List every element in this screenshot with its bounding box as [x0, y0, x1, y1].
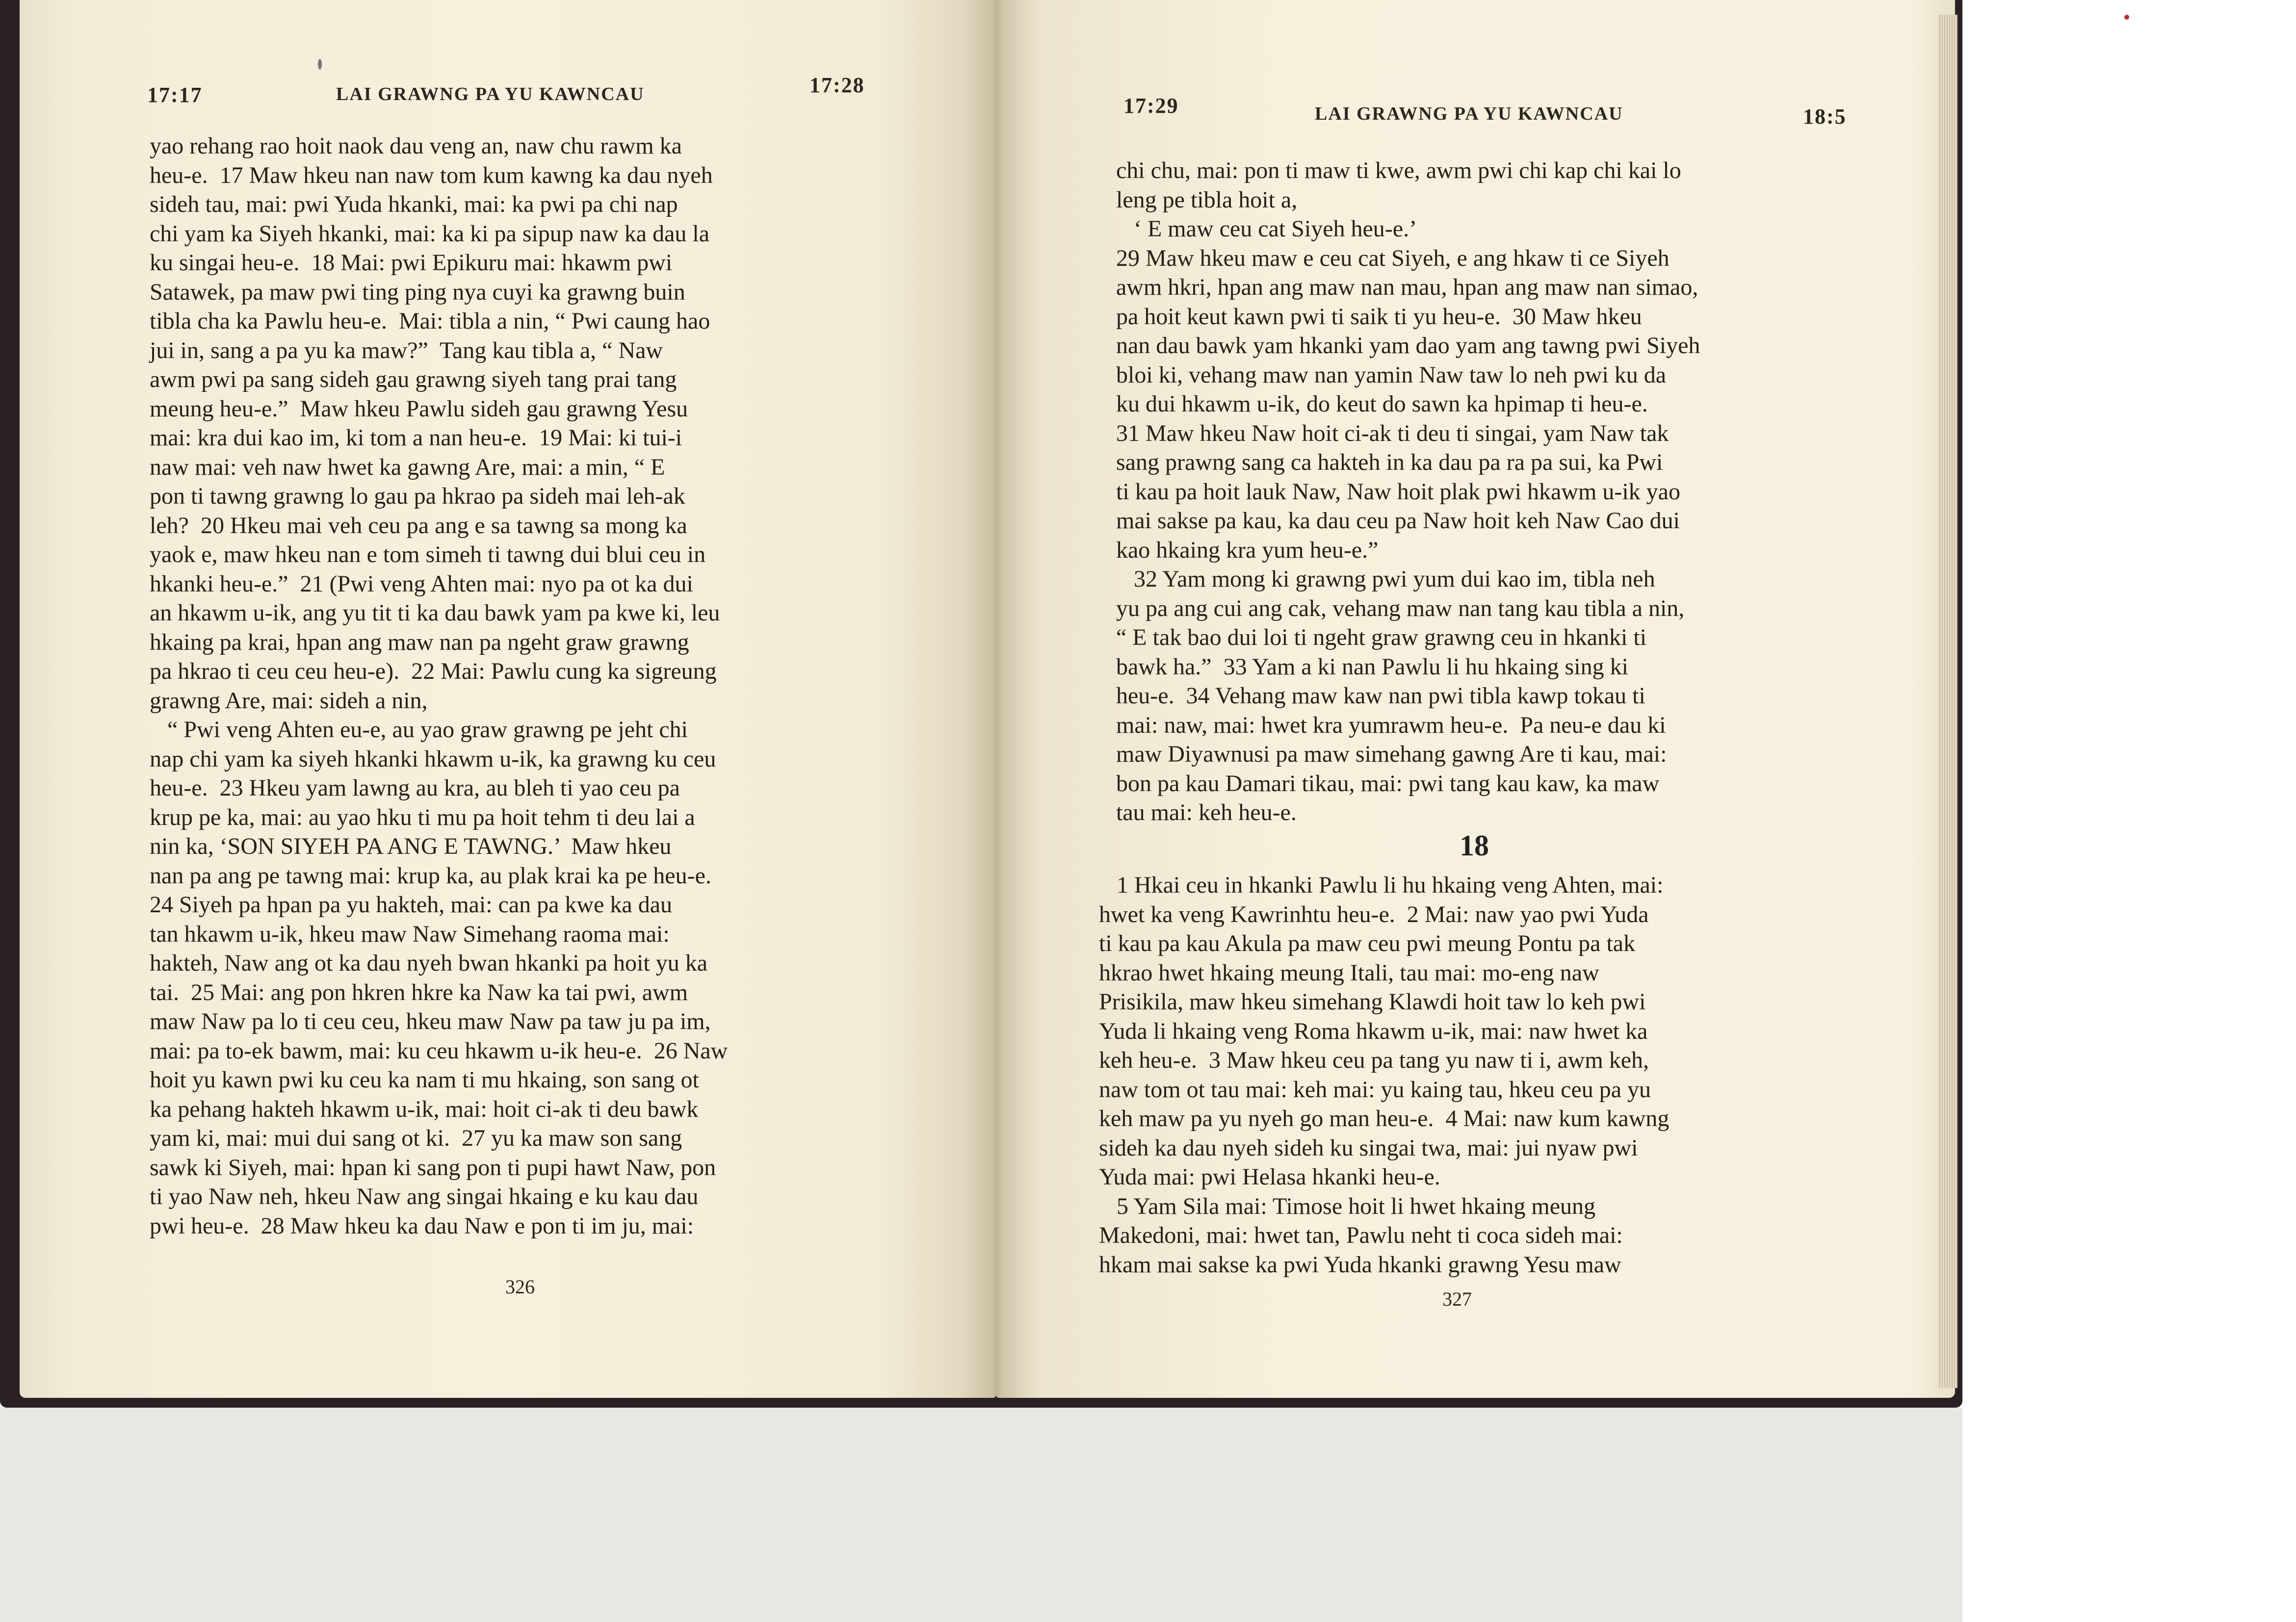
right-header-verse-start: 17:29	[1123, 94, 1179, 118]
text-line: tau mai: keh heu-e.	[1116, 799, 1297, 825]
text-line: tai. 25 Mai: ang pon hkren hkre ka Naw ka tai pwi, awm	[150, 979, 688, 1005]
text-line: mai: pa to-ek bawm, mai: ku ceu hkawm u-ik heu-e. 26 Naw	[150, 1037, 728, 1064]
text-line: ka pehang hakteh hkawm u-ik, mai: hoit ci-ak ti deu bawk	[150, 1096, 699, 1122]
text-line: mai: naw, mai: hwet kra yumrawm heu-e. Pa neu-e dau ki	[1116, 712, 1666, 738]
text-line: sideh ka dau nyeh sideh ku singai twa, mai: jui nyaw pwi	[1099, 1134, 1638, 1161]
text-line: hakteh, Naw ang ot ka dau nyeh bwan hkanki pa hoit yu ka	[150, 950, 708, 976]
right-page-body-bottom	[1099, 871, 1669, 1279]
text-line: ku dui hkawm u-ik, do keut do sawn ka hpimap ti heu-e.	[1116, 391, 1648, 417]
text-line: pa hkrao ti ceu ceu heu-e). 22 Mai: Pawlu cung ka sigreung	[150, 658, 717, 684]
text-line: pon ti tawng grawng lo gau pa hkrao pa sideh mai leh-ak	[150, 483, 685, 509]
text-line: maw Naw pa lo ti ceu ceu, hkeu maw Naw pa taw ju pa im,	[150, 1008, 711, 1034]
text-line: awm hkri, hpan ang maw nan mau, hpan ang maw nan simao,	[1116, 274, 1698, 300]
text-line: nan dau bawk yam hkanki yam dao yam ang tawng pwi Siyeh	[1116, 333, 1700, 359]
text-line: sideh tau, mai: pwi Yuda hkanki, mai: ka pwi pa chi nap	[150, 191, 678, 217]
text-line: bloi ki, vehang maw nan yamin Naw taw lo neh pwi ku da	[1116, 361, 1667, 388]
text-line: nan pa ang pe tawng mai: krup ka, au plak krai ka pe heu-e.	[150, 862, 711, 889]
text-line: hwet ka veng Kawrinhtu heu-e. 2 Mai: naw yao pwi Yuda	[1099, 901, 1649, 927]
text-line: heu-e. 34 Vehang maw kaw nan pwi tibla kawp tokau ti	[1116, 683, 1645, 709]
text-line: mai sakse pa kau, ka dau ceu pa Naw hoit keh Naw Cao dui	[1116, 508, 1680, 534]
left-header-title: LAI GRAWNG PA YU KAWNCAU	[336, 84, 645, 104]
left-header-verse-end: 17:28	[809, 73, 865, 97]
text-line: Satawek, pa maw pwi ting ping nya cuyi ka grawng buin	[150, 279, 685, 305]
right-page-body-top	[1116, 156, 1700, 827]
left-page-body	[150, 131, 728, 1240]
text-line: 31 Maw hkeu Naw hoit ci-ak ti deu ti singai, yam Naw tak	[1116, 420, 1669, 446]
text-line: ti kau pa hoit lauk Naw, Naw hoit plak pwi hkawm u-ik yao	[1116, 478, 1680, 505]
text-line: hkrao hwet hkaing meung Itali, tau mai: mo-eng naw	[1099, 959, 1599, 986]
left-header-verse-start: 17:17	[147, 83, 203, 107]
text-line: yu pa ang cui ang cak, vehang maw nan tang kau tibla a nin,	[1116, 595, 1685, 621]
scanner-bed	[0, 1408, 1962, 1622]
print-speck	[318, 59, 322, 70]
text-line: hkaing pa krai, hpan ang maw nan pa ngeht graw grawng	[150, 629, 689, 655]
text-line: nap chi yam ka siyeh hkanki hkawm u-ik, ka grawng ku ceu	[150, 746, 716, 772]
text-line: Makedoni, mai: hwet tan, Pawlu neht ti coca sideh mai:	[1099, 1222, 1623, 1248]
text-line: 1 Hkai ceu in hkanki Pawlu li hu hkaing veng Ahten, mai:	[1099, 872, 1664, 898]
text-line: an hkawm u-ik, ang yu tit ti ka dau bawk yam pa kwe ki, leu	[150, 600, 720, 626]
text-line: tan hkawm u-ik, hkeu maw Naw Simehang raoma mai:	[150, 921, 670, 947]
text-line: yam ki, mai: mui dui sang ot ki. 27 yu ka maw son sang	[150, 1125, 682, 1151]
text-line: mai: kra dui kao im, ki tom a nan heu-e. 19 Mai: ki tui-i	[150, 425, 682, 451]
text-line: keh maw pa yu nyeh go man heu-e. 4 Mai: naw kum kawng	[1099, 1106, 1670, 1132]
text-line: bon pa kau Damari tikau, mai: pwi tang kau kaw, ka maw	[1116, 770, 1660, 797]
text-line: heu-e. 17 Maw hkeu nan naw tom kum kawng ka dau nyeh	[150, 162, 713, 188]
text-line: meung heu-e.” Maw hkeu Pawlu sideh gau grawng Yesu	[150, 395, 688, 422]
text-line: naw mai: veh naw hwet ka gawng Are, mai: a min, “ E	[150, 454, 665, 480]
text-line: 29 Maw hkeu maw e ceu cat Siyeh, e ang hkaw ti ce Siyeh	[1116, 245, 1670, 271]
text-line: 24 Siyeh pa hpan pa yu hakteh, mai: can pa kwe ka dau	[150, 892, 672, 918]
text-line: “ Pwi veng Ahten eu-e, au yao graw grawng pe jeht chi	[150, 717, 688, 743]
text-line: Yuda mai: pwi Helasa hkanki heu-e.	[1099, 1164, 1440, 1190]
text-line: Yuda li hkaing veng Roma hkawm u-ik, mai: naw hwet ka	[1099, 1018, 1648, 1044]
text-line: jui in, sang a pa yu ka maw?” Tang kau tibla a, “ Naw	[150, 337, 663, 363]
text-line: grawng Are, mai: sideh a nin,	[150, 687, 428, 714]
text-line: “ E tak bao dui loi ti ngeht graw grawng ceu in hkanki ti	[1116, 624, 1647, 650]
page-edges	[1938, 15, 1957, 1388]
text-line: hkam mai sakse ka pwi Yuda hkanki grawng Yesu maw	[1099, 1251, 1621, 1278]
left-folio: 326	[505, 1276, 535, 1298]
text-line: yaok e, maw hkeu nan e tom simeh ti tawng dui blui ceu in	[150, 541, 706, 567]
text-line: leh? 20 Hkeu mai veh ceu pa ang e sa tawng sa mong ka	[150, 512, 687, 539]
right-header-title: LAI GRAWNG PA YU KAWNCAU	[1315, 103, 1623, 124]
text-line: bawk ha.” 33 Yam a ki nan Pawlu li hu hkaing sing ki	[1116, 653, 1628, 680]
text-line: pwi heu-e. 28 Maw hkeu ka dau Naw e pon ti im ju, mai:	[150, 1212, 694, 1239]
book-gutter	[962, 0, 1030, 1398]
text-line: yao rehang rao hoit naok dau veng an, naw chu rawm ka	[150, 133, 682, 159]
text-line: Prisikila, maw hkeu simehang Klawdi hoit taw lo keh pwi	[1099, 989, 1646, 1015]
text-line: ti kau pa kau Akula pa maw ceu pwi meung Pontu pa tak	[1099, 930, 1636, 956]
text-line: 32 Yam mong ki grawng pwi yum dui kao im, tibla neh	[1116, 566, 1655, 592]
text-line: leng pe tibla hoit a,	[1116, 186, 1298, 213]
text-line: sawk ki Siyeh, mai: hpan ki sang pon ti pupi hawt Naw, pon	[150, 1154, 716, 1181]
text-line: ‘ E maw ceu cat Siyeh heu-e.’	[1116, 216, 1417, 242]
text-line: 5 Yam Sila mai: Timose hoit li hwet hkaing meung	[1099, 1193, 1596, 1219]
right-folio: 327	[1442, 1288, 1472, 1310]
chapter-number: 18	[1460, 829, 1489, 862]
text-line: naw tom ot tau mai: keh mai: yu kaing tau, hkeu ceu pa yu	[1099, 1076, 1651, 1103]
text-line: chi chu, mai: pon ti maw ti kwe, awm pwi chi kap chi kai lo	[1116, 157, 1681, 183]
text-line: hkanki heu-e.” 21 (Pwi veng Ahten mai: nyo pa ot ka dui	[150, 570, 693, 597]
text-line: maw Diyawnusi pa maw simehang gawng Are ti kau, mai:	[1116, 741, 1667, 767]
text-line: pa hoit keut kawn pwi ti saik ti yu heu-e. 30 Maw hkeu	[1116, 303, 1642, 330]
text-line: chi yam ka Siyeh hkanki, mai: ka ki pa sipup naw ka dau la	[150, 220, 710, 247]
scan-speck	[2124, 15, 2129, 20]
text-line: heu-e. 23 Hkeu yam lawng au kra, au bleh ti yao ceu pa	[150, 775, 680, 801]
text-line: kao hkaing kra yum heu-e.”	[1116, 537, 1379, 563]
text-line: awm pwi pa sang sideh gau grawng siyeh tang prai tang	[150, 366, 677, 392]
text-line: hoit yu kawn pwi ku ceu ka nam ti mu hkaing, son sang ot	[150, 1067, 699, 1093]
text-line: sang prawng sang ca hakteh in ka dau pa ra pa sui, ka Pwi	[1116, 449, 1663, 475]
text-line: ku singai heu-e. 18 Mai: pwi Epikuru mai: hkawm pwi	[150, 250, 673, 276]
text-line: ti yao Naw neh, hkeu Naw ang singai hkaing e ku kau dau	[150, 1184, 699, 1210]
right-header-verse-end: 18:5	[1803, 104, 1847, 129]
text-line: keh heu-e. 3 Maw hkeu ceu pa tang yu naw ti i, awm keh,	[1099, 1047, 1649, 1073]
text-line: krup pe ka, mai: au yao hku ti mu pa hoit tehm ti deu lai a	[150, 804, 695, 830]
text-line: tibla cha ka Pawlu heu-e. Mai: tibla a nin, “ Pwi caung hao	[150, 308, 710, 334]
text-line: nin ka, ‘SON SIYEH PA ANG E TAWNG.’ Maw hkeu	[150, 833, 672, 859]
